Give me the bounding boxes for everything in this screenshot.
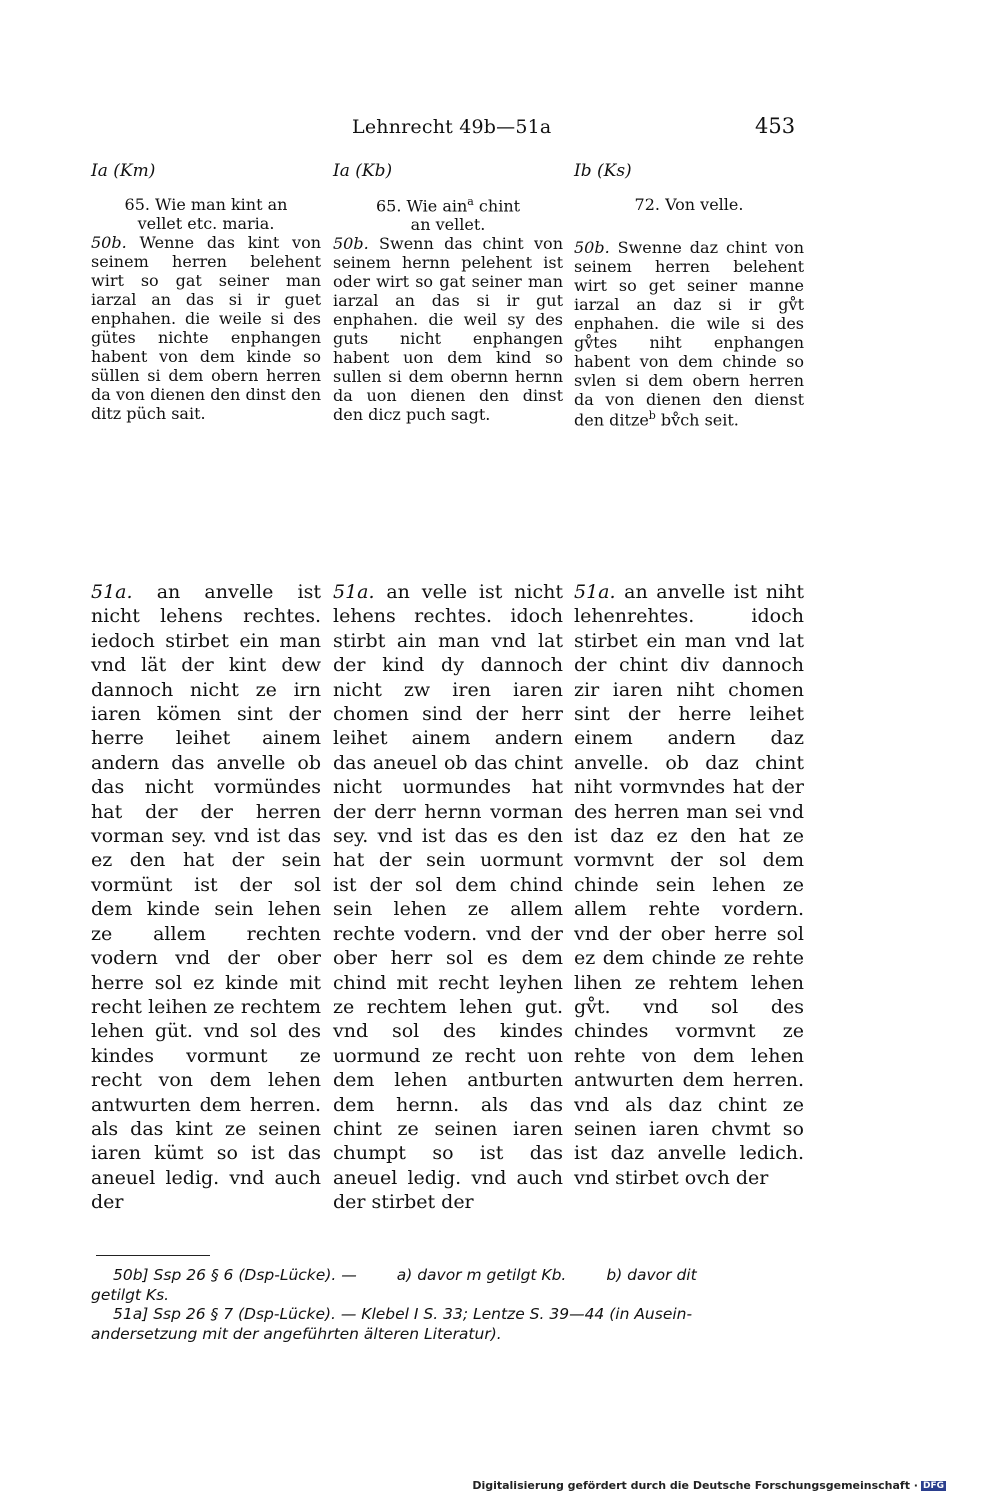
column-1-heading-line-2: vellet etc. maria. bbox=[137, 214, 275, 233]
footnote-marker-b: b bbox=[648, 409, 656, 422]
column-1-paragraph-51a bbox=[91, 580, 321, 1215]
credit-text: Digitalisierung gefördert durch die Deutsche Forschungsgemeinschaft · bbox=[472, 1479, 918, 1492]
footnote-text: a) davor m getilgt Kb. bbox=[396, 1266, 567, 1284]
column-2-heading-line-2: an vellet. bbox=[410, 215, 486, 235]
footnote-line-1 bbox=[91, 1266, 803, 1286]
paragraph-text: bv̊ch seit. bbox=[655, 410, 739, 430]
paragraph-text: an velle ist nicht lehens rechtes. idoch stirbt ain man vnd lat der kind dy dannoch nicht zw iren iaren chomen sind der herr leihet ainem andern das aneuel ob das chint nicht uormundes hat der derr hernn vorman sey. vnd ist das es den hat der sein uormunt ist der sol dem chind sein lehen ze allem rechte vodern. vnd der ober herr sol es dem chind mit recht leyhen ze rechtem lehen gut. vnd sol des kindes uormund ze recht uon dem lehen antburten dem hernn. als das chint ze seinen iaren chumpt so ist das aneuel ledig. vnd auch der stirbet der bbox=[333, 581, 563, 1214]
column-1-sigla: Ia (Km) bbox=[91, 161, 156, 181]
heading-text: 65. Wie ain bbox=[375, 196, 468, 216]
footnote-text: b) davor dit bbox=[606, 1266, 697, 1284]
column-3-section-50b bbox=[574, 195, 804, 429]
paragraph-text: Swenne daz chint von seinem herren belehent wirt so get seiner manne iarzal an daz si ir gv̊t enphahen. die wile si des gv̊tes niht enphangen habent von dem chinde so svlen si dem obern herren da von dienen den dienst den ditze bbox=[574, 238, 804, 430]
column-2-sigla: Ia (Kb) bbox=[333, 161, 393, 181]
column-1-heading-line-1: 65. Wie man kint an bbox=[124, 195, 288, 214]
heading-text: chint bbox=[473, 196, 521, 216]
paragraph-number: 51a. bbox=[91, 581, 133, 603]
column-1-section-50b bbox=[91, 195, 321, 423]
paragraph-number: 51a. bbox=[574, 581, 616, 603]
paragraph-number: 51a. bbox=[333, 581, 375, 603]
paragraph-text: an anvelle ist niht lehenrehtes. idoch stirbet ein man vnd lat der chint div dannoch zir iaren niht chomen sint der herre leihet einem andern daz anvelle. ob daz chint niht vormvndes hat der des herren man sei vnd ist daz ez den hat ze vormvnt der sol dem chinde sein lehen ze allem rehte vordern. vnd der ober herre sol ez dem chinde ze rehte lihen ze rehtem lehen gv̊t. vnd sol des chindes vormvnt ze rehte von dem lehen antwurten dem herren. vnd als daz chint ze seinen iaren chvmt so ist daz anvelle ledich. vnd stirbet ovch der bbox=[574, 581, 804, 1189]
column-1-paragraph-50b bbox=[91, 233, 321, 423]
paragraph-text: an anvelle ist nicht lehens rechtes. iedoch stirbet ein man vnd lät der kint dew dannoch nicht ze irn iaren kömen sint der herre leihet ainem andern das anvelle ob das nicht vormündes hat der der herren vorman sey. vnd ist das ez den hat der sein vormünt ist der sol dem kinde sein lehen ze allem rechten vodern vnd der ober herre sol ez kinde mit recht leihen ze rechtem lehen güt. vnd sol des kindes vormunt ze recht von dem lehen antwurten dem herren. als das kint ze seinen iaren kümt so ist das aneuel ledig. vnd auch der bbox=[91, 581, 321, 1214]
column-2-paragraph-51a bbox=[333, 580, 563, 1215]
column-2-heading-line-1 bbox=[333, 195, 563, 215]
footnote-divider bbox=[96, 1255, 210, 1256]
digitization-credit bbox=[472, 1479, 946, 1492]
paragraph-text: Wenne das kint von seinem herren belehent wirt so gat seiner man iarzal an das si ir guet enphahen. die weile si des gütes nichte enphangen habent von dem kinde so süllen si dem obern herren da von dienen den dinst den ditz püch sait. bbox=[91, 233, 321, 423]
paragraph-number: 50b. bbox=[574, 238, 610, 257]
footnote-line-2: getilgt Ks. bbox=[91, 1285, 170, 1304]
paragraph-number: 50b. bbox=[333, 234, 369, 254]
footnote-line-4: andersetzung mit der angeführten älteren Literatur). bbox=[91, 1324, 502, 1343]
paragraph-text: Swenn das chint von seinem hernn pelehent ist oder wirt so gat seiner man iarzal an das si ir gut enphahen. die weil sy des guts nicht enphangen habent uon dem kind so sullen si dem obernn hernn da uon dienen den dinst den dicz puch sagt. bbox=[333, 234, 563, 425]
footnote-text: 50b] Ssp 26 § 6 (Dsp-Lücke). — bbox=[113, 1266, 357, 1284]
running-title: Lehnrecht 49b—51a bbox=[352, 116, 552, 138]
page-number: 453 bbox=[755, 114, 796, 138]
column-3-heading-line-1: 72. Von velle. bbox=[634, 195, 744, 214]
dfg-logo-icon: DFG bbox=[922, 1481, 944, 1491]
footnote-line-3: 51a] Ssp 26 § 7 (Dsp-Lücke). — Klebel I S. 33; Lentze S. 39—44 (in Ausein- bbox=[113, 1305, 693, 1323]
column-3-paragraph-50b bbox=[574, 238, 804, 429]
column-3-paragraph-51a bbox=[574, 580, 804, 1190]
column-2-paragraph-50b bbox=[333, 234, 563, 424]
footnotes bbox=[91, 1266, 803, 1344]
footnote-marker-a: a bbox=[467, 195, 474, 208]
column-3-sigla: Ib (Ks) bbox=[574, 161, 632, 181]
paragraph-number: 50b. bbox=[91, 233, 127, 252]
column-2-section-50b bbox=[333, 195, 563, 424]
